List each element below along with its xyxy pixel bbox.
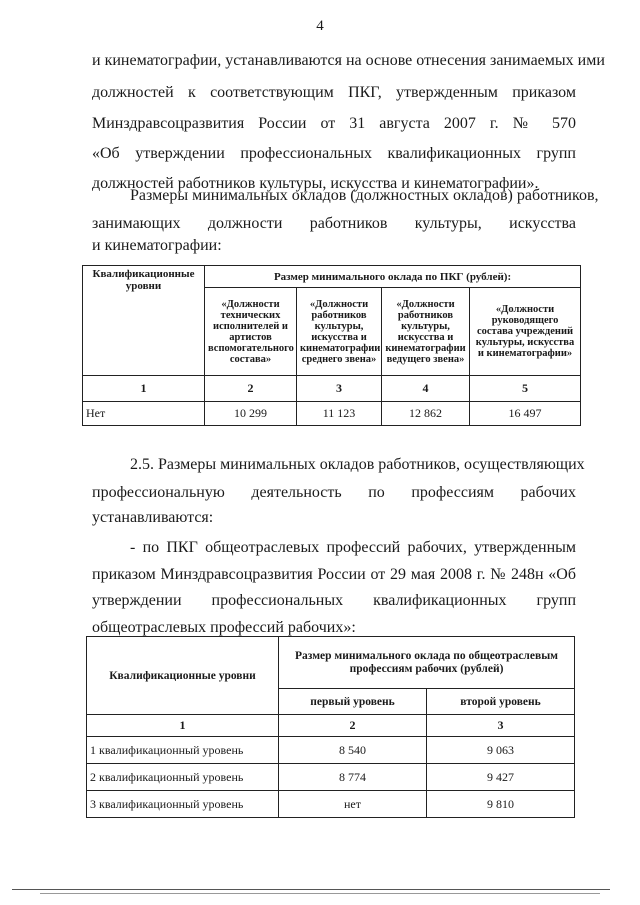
text-line: общеотраслевых профессий рабочих»:: [92, 619, 356, 636]
text-line: приказом Минздравсоцразвития России от 29 мая 2008 г. № 248н «Об: [92, 566, 576, 583]
footer-rule: [40, 893, 600, 894]
col-number: 4: [382, 376, 470, 402]
col-number: 1: [87, 715, 279, 737]
text-line: профессиональную деятельность по профессиям рабочих: [92, 484, 576, 501]
paragraph-start: 2.5. Размеры минимальных окладов работников, осуществляющих: [130, 456, 585, 473]
col-header-levels: Квалификационные уровни: [87, 637, 279, 715]
table-cell: 9 427: [427, 764, 575, 791]
text-line: Минздравсоцразвития России от 31 августа 2007 г. № 570: [92, 115, 576, 132]
page-number: 4: [316, 18, 324, 34]
col-number: 2: [279, 715, 427, 737]
table-cell: нет: [279, 791, 427, 818]
text-line: должностей работников культуры, искусства и кинематографии».: [92, 175, 539, 192]
col-header: «Должности руководящего состава учреждений культуры, искусства и кинематографии»: [470, 288, 581, 376]
text-line: утверждении профессиональных квалификационных групп: [92, 592, 576, 609]
col-header-levels: Квалификационные уровни: [83, 266, 205, 376]
text-line: и кинематографии, устанавливаются на основе отнесения занимаемых ими: [92, 52, 605, 69]
col-number: 5: [470, 376, 581, 402]
table-cell: 1 квалификационный уровень: [87, 737, 279, 764]
table-cell: 8 774: [279, 764, 427, 791]
col-header: первый уровень: [279, 689, 427, 715]
text-line: «Об утверждении профессиональных квалификационных групп: [92, 145, 576, 162]
table-cell: 9 063: [427, 737, 575, 764]
table-cell: 2 квалификационный уровень: [87, 764, 279, 791]
col-number: 3: [297, 376, 382, 402]
table-cell: 3 квалификационный уровень: [87, 791, 279, 818]
paragraph-start: Размеры минимальных окладов (должностных окладов) работников,: [130, 187, 599, 204]
salary-table-culture: [82, 265, 581, 426]
footer-rule: [12, 889, 610, 890]
paragraph-start: - по ПКГ общеотраслевых профессий рабочих, утвержденным: [130, 539, 576, 556]
col-number: 1: [83, 376, 205, 402]
text-line: занимающих должности работников культуры, искусства: [92, 215, 576, 232]
table-cell: 8 540: [279, 737, 427, 764]
text-line: должностей к соответствующим ПКГ, утвержденным приказом: [92, 84, 576, 101]
text-line: устанавливаются:: [92, 509, 214, 526]
salary-table-workers: [86, 636, 575, 818]
text-line: и кинематографии:: [92, 237, 222, 254]
table-cell: 9 810: [427, 791, 575, 818]
col-header: «Должности работников культуры, искусства и кинематографии ведущего звена»: [382, 288, 470, 376]
table-cell: 11 123: [297, 402, 382, 426]
col-number: 2: [205, 376, 297, 402]
table-cell: 16 497: [470, 402, 581, 426]
table-cell: 12 862: [382, 402, 470, 426]
col-header: «Должности технических исполнителей и артистов вспомогательного состава»: [205, 288, 297, 376]
table-cell: 10 299: [205, 402, 297, 426]
col-header: второй уровень: [427, 689, 575, 715]
group-header: Размер минимального оклада по общеотраслевым профессиям рабочих (рублей): [279, 637, 575, 689]
col-number: 3: [427, 715, 575, 737]
col-header: «Должности работников культуры, искусства и кинематографии среднего звена»: [297, 288, 382, 376]
table-cell: Нет: [83, 402, 205, 426]
group-header: Размер минимального оклада по ПКГ (рублей):: [205, 266, 581, 288]
